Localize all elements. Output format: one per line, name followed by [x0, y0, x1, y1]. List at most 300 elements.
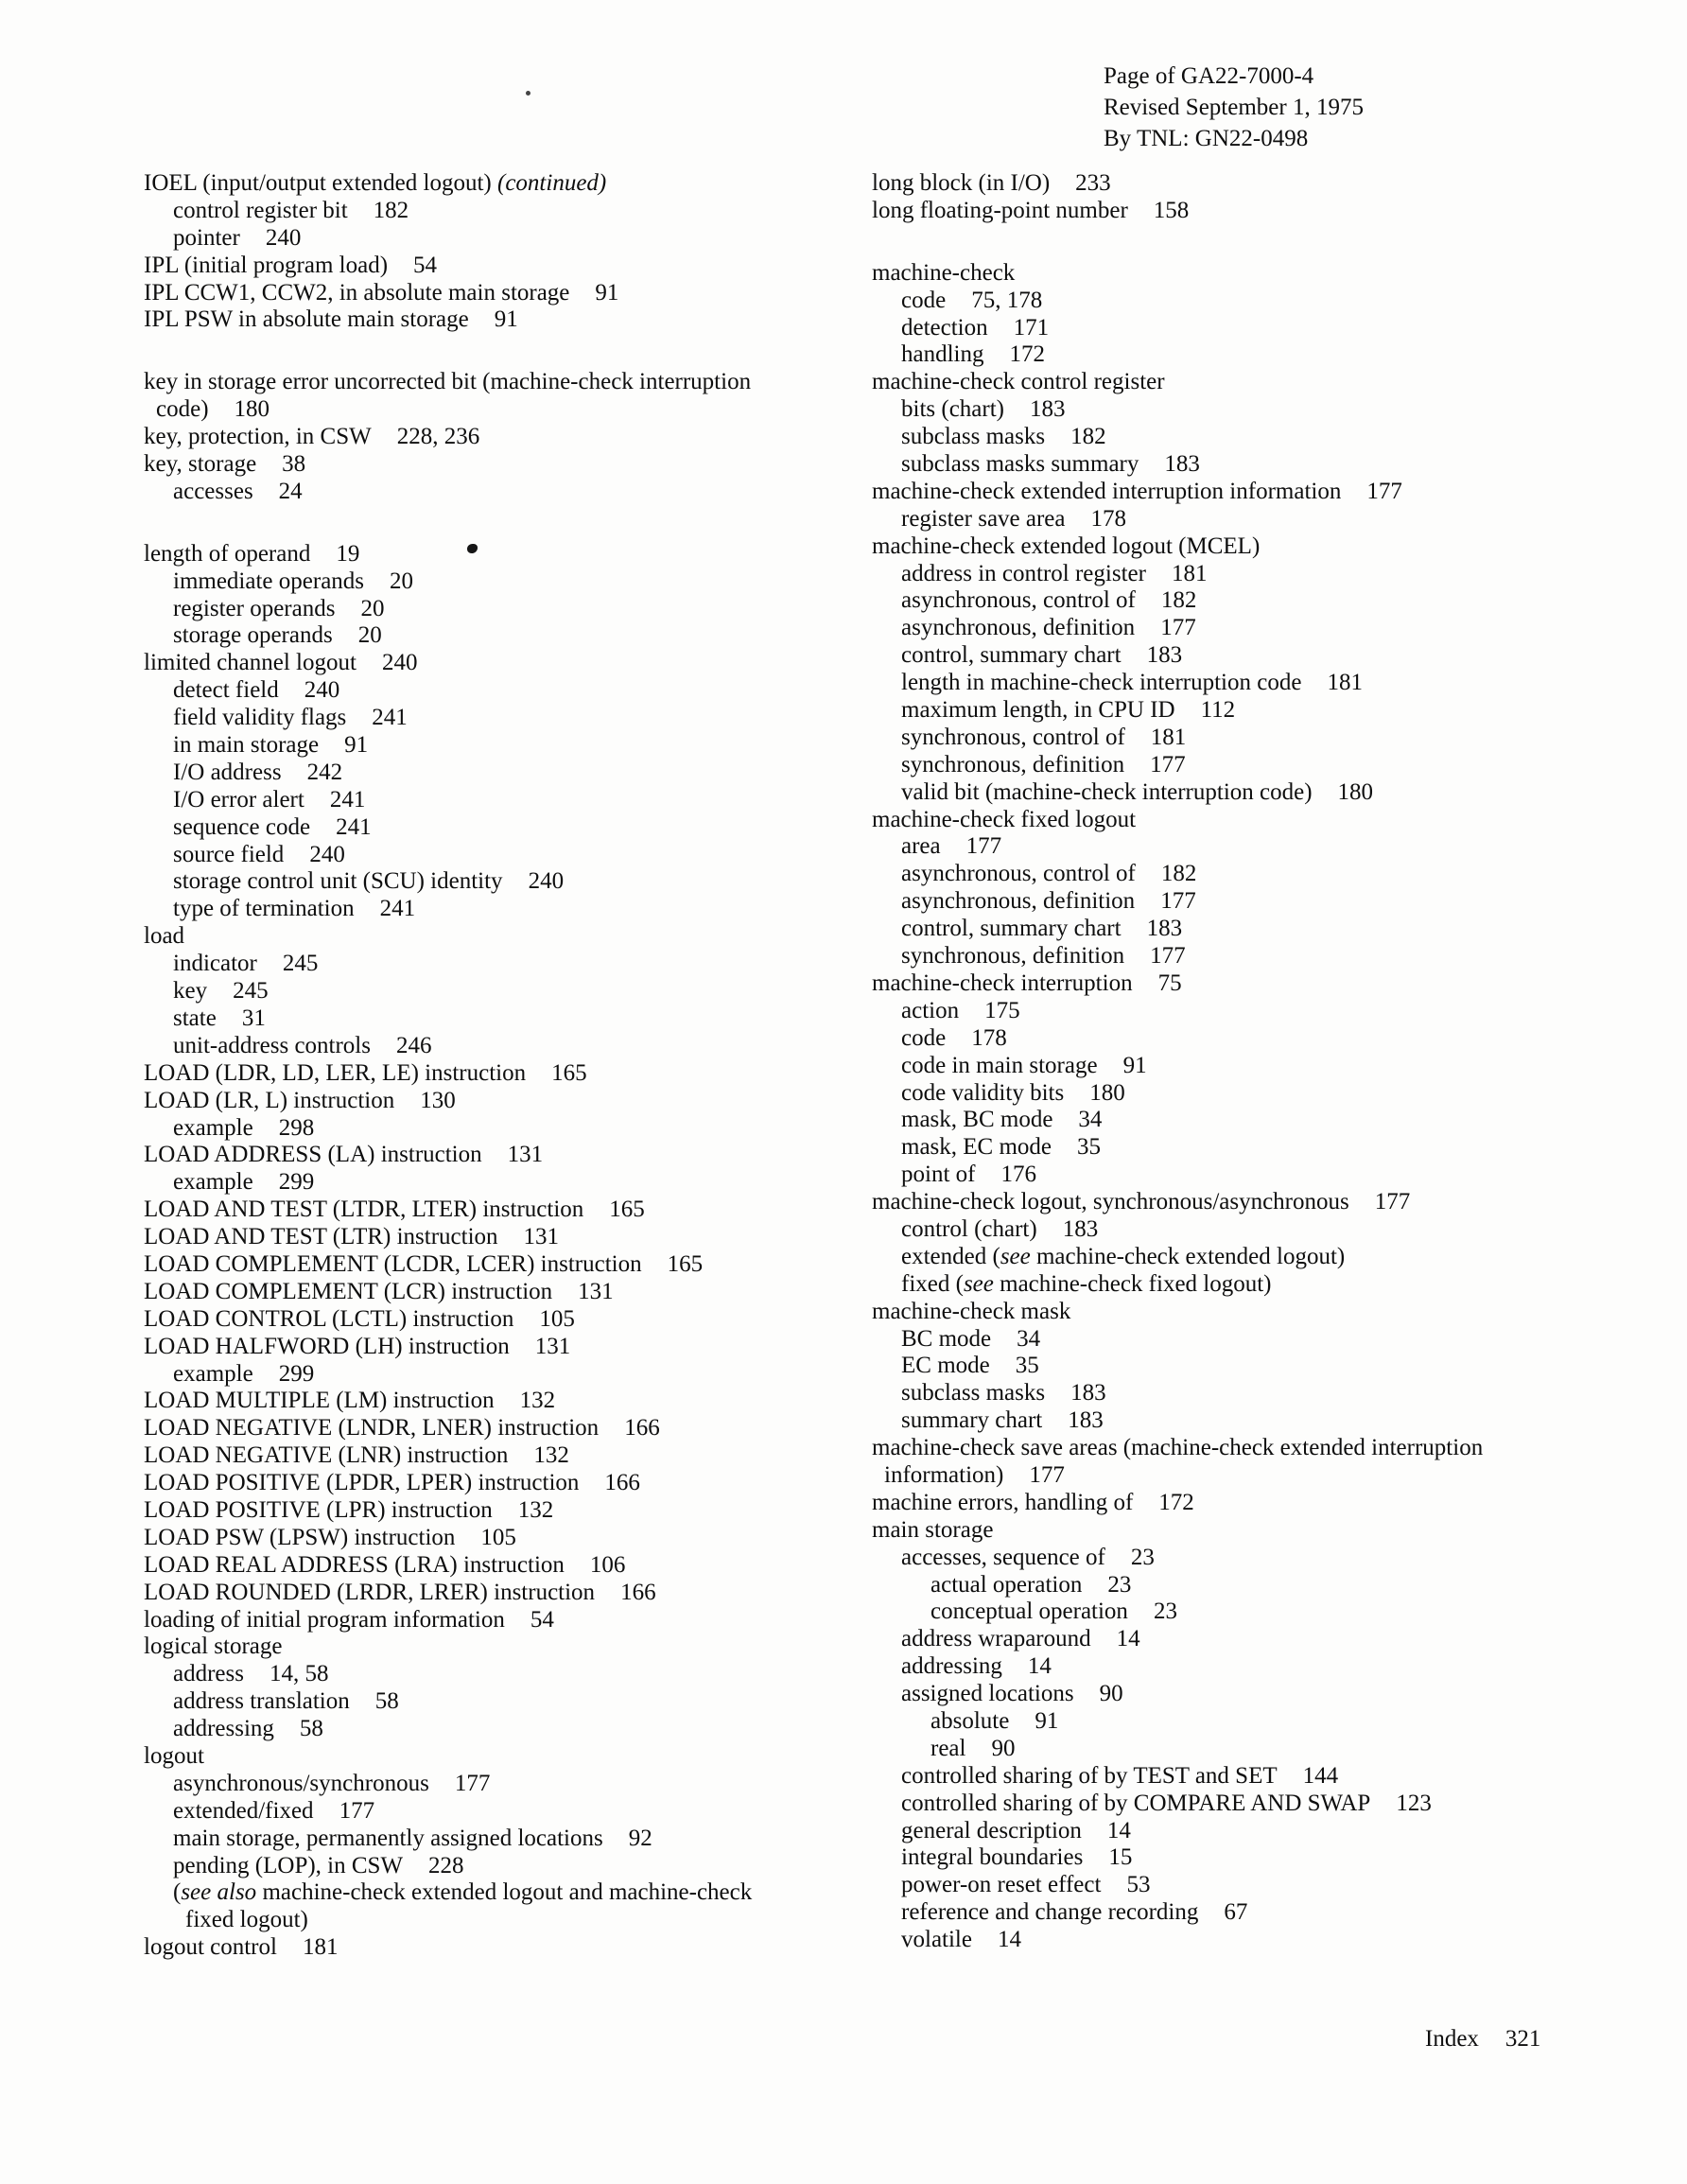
entry-text: storage operands — [173, 622, 333, 649]
entry-text: main storage — [872, 1516, 994, 1543]
index-entry — [144, 225, 900, 253]
page-number: 131 — [523, 1224, 560, 1250]
index-entry — [144, 1005, 900, 1033]
page-number: 245 — [233, 978, 269, 1005]
index-entry — [144, 1224, 900, 1251]
entry-text: area — [901, 833, 941, 860]
entry-text: state — [173, 1005, 217, 1031]
index-entry — [872, 998, 1628, 1025]
entry-text: mask, BC mode — [901, 1107, 1053, 1133]
index-entry — [144, 198, 900, 225]
entry-text: power-on reset effect — [901, 1872, 1102, 1898]
entry-text: machine-check extended logout (MCEL) — [872, 533, 1261, 559]
page-number: 105 — [480, 1524, 516, 1550]
entry-text: key, protection, in CSW — [144, 424, 372, 450]
entry-text: valid bit (machine-check interruption code) — [901, 778, 1313, 805]
page-number: 35 — [1015, 1353, 1039, 1379]
index-entry — [872, 1653, 1628, 1681]
page-number: 166 — [604, 1470, 640, 1496]
page-number: 165 — [609, 1197, 645, 1223]
footer-section-label: Index — [1425, 2026, 1479, 2052]
page-number: 183 — [1029, 396, 1066, 423]
page-number: 176 — [1000, 1162, 1036, 1188]
page-number: 20 — [357, 622, 382, 649]
entry-text: subclass masks — [901, 424, 1046, 450]
index-entry — [872, 1299, 1628, 1326]
entry-text: volatile — [901, 1927, 972, 1953]
page-number: 91 — [1035, 1707, 1059, 1734]
index-entry — [144, 1934, 900, 1962]
entry-text: key, storage — [144, 451, 257, 478]
index-entry — [144, 1798, 900, 1826]
page-number: 183 — [1070, 1380, 1106, 1406]
entry-text: LOAD AND TEST (LTDR, LTER) instruction — [144, 1197, 584, 1223]
entry-text: absolute — [930, 1707, 1010, 1734]
entry-text: logout control — [144, 1934, 277, 1961]
group-spacer — [144, 506, 900, 541]
header-revision: Revised September 1, 1975 — [1104, 95, 1364, 120]
index-entry — [872, 888, 1628, 916]
index-entry — [872, 198, 1628, 225]
entry-text: extended (see machine-check extended logout) — [901, 1243, 1346, 1269]
entry-text: actual operation — [930, 1571, 1083, 1598]
page-number: 67 — [1224, 1899, 1248, 1926]
index-entry — [144, 814, 900, 842]
page-number: 144 — [1302, 1762, 1339, 1789]
index-entry — [872, 369, 1628, 396]
page-number: 54 — [530, 1606, 554, 1633]
page-number: 158 — [1153, 197, 1190, 223]
index-entry — [144, 1580, 900, 1607]
page-number: 240 — [381, 650, 418, 676]
entry-text: machine-check — [872, 259, 1016, 286]
page-number: 171 — [1013, 314, 1050, 341]
index-entry — [144, 1169, 900, 1197]
entry-text: LOAD PSW (LPSW) instruction — [144, 1524, 456, 1550]
entry-text: reference and change recording — [901, 1899, 1199, 1926]
entry-text: accesses, sequence of — [901, 1544, 1105, 1570]
index-entry — [872, 1216, 1628, 1244]
page-number: 233 — [1075, 170, 1111, 196]
index-entry — [872, 1462, 1628, 1490]
page-number: 91 — [595, 279, 619, 306]
entry-text: accesses — [173, 478, 253, 504]
index-entry — [144, 951, 900, 978]
page-number: 178 — [971, 1024, 1007, 1051]
entry-text: synchronous, definition — [901, 943, 1125, 970]
entry-text: real — [930, 1735, 966, 1761]
entry-text: LOAD ADDRESS (LA) instruction — [144, 1142, 482, 1168]
page-number: 182 — [1160, 861, 1197, 887]
group-spacer — [872, 225, 1628, 260]
page-number: 14 — [1027, 1653, 1052, 1680]
index-entry — [872, 1517, 1628, 1545]
page-number: 181 — [1171, 560, 1208, 586]
entry-text: detect field — [173, 677, 279, 704]
index-entry — [872, 561, 1628, 588]
page-number: 14, 58 — [269, 1661, 329, 1687]
entry-text: control register bit — [173, 197, 348, 223]
index-entry — [872, 1763, 1628, 1791]
entry-text: addressing — [173, 1716, 274, 1742]
page-number: 240 — [265, 224, 302, 251]
entry-text: asynchronous, control of — [901, 587, 1136, 614]
index-entry — [144, 596, 900, 623]
entry-text: controlled sharing of by COMPARE AND SWAP — [901, 1790, 1371, 1816]
page-number: 20 — [390, 568, 414, 594]
entry-text: field validity flags — [173, 705, 347, 731]
entry-text: LOAD CONTROL (LCTL) instruction — [144, 1305, 514, 1332]
page-number: 177 — [454, 1770, 491, 1796]
group-spacer — [144, 334, 900, 369]
index-entry — [144, 424, 900, 451]
page-number: 241 — [336, 813, 372, 840]
page-number: 132 — [533, 1442, 569, 1469]
page-number: 177 — [1160, 615, 1196, 641]
entry-text: IPL (initial program load) — [144, 252, 389, 278]
page-number: 180 — [1337, 778, 1374, 805]
entry-text: EC mode — [901, 1353, 990, 1379]
page-header — [1104, 61, 1364, 154]
entry-text: subclass masks — [901, 1380, 1046, 1406]
index-entry — [144, 1142, 900, 1169]
index-entry — [144, 1634, 900, 1661]
page-number: 175 — [984, 997, 1020, 1023]
index-entry — [144, 1826, 900, 1853]
page-number: 91 — [494, 306, 518, 333]
entry-text: source field — [173, 841, 285, 867]
page-number: 23 — [1153, 1599, 1177, 1625]
index-entry — [144, 1334, 900, 1361]
index-entry — [872, 315, 1628, 342]
entry-text: LOAD MULTIPLE (LM) instruction — [144, 1388, 495, 1414]
page-number: 245 — [282, 951, 319, 977]
entry-text: control, summary chart — [901, 642, 1122, 669]
entry-text: code — [901, 287, 947, 313]
page-number: 23 — [1130, 1544, 1155, 1570]
entry-text: LOAD AND TEST (LTR) instruction — [144, 1224, 498, 1250]
entry-text: pending (LOP), in CSW — [173, 1852, 404, 1878]
index-entry — [144, 1388, 900, 1415]
index-entry — [872, 1162, 1628, 1189]
index-entry — [144, 1771, 900, 1798]
entry-text: machine-check fixed logout — [872, 806, 1137, 832]
entry-text: register operands — [173, 595, 336, 621]
index-entry — [872, 1053, 1628, 1080]
index-entry — [144, 1743, 900, 1771]
index-entry — [872, 970, 1628, 998]
index-entry — [872, 451, 1628, 479]
entry-text: synchronous, control of — [901, 724, 1125, 750]
entry-text: extended/fixed — [173, 1797, 314, 1824]
index-entry — [144, 541, 900, 568]
entry-text: asynchronous, definition — [901, 615, 1136, 641]
index-entry — [872, 670, 1628, 697]
entry-text: address wraparound — [901, 1626, 1091, 1652]
index-entry — [872, 587, 1628, 615]
entry-text: example — [173, 1360, 253, 1387]
page-number: 172 — [1009, 341, 1045, 368]
index-entry — [872, 1927, 1628, 1954]
entry-text: IOEL (input/output extended logout) (continued) — [144, 170, 607, 196]
entry-text: fixed (see machine-check fixed logout) — [901, 1270, 1272, 1297]
index-entry — [144, 396, 900, 424]
page-number: 228 — [428, 1852, 464, 1878]
index-entry — [872, 1872, 1628, 1899]
index-entry — [144, 1716, 900, 1743]
entry-text: example — [173, 1169, 253, 1196]
page-number: 177 — [1366, 478, 1402, 504]
entry-text: code — [901, 1024, 947, 1051]
page-number: 177 — [1150, 943, 1186, 970]
index-entry — [872, 506, 1628, 533]
entry-text: fixed logout) — [185, 1907, 308, 1933]
page-number: 165 — [551, 1059, 587, 1086]
entry-text: key — [173, 978, 208, 1005]
index-entry — [144, 1607, 900, 1634]
page-number: 177 — [1029, 1461, 1065, 1488]
index-entry — [144, 705, 900, 732]
index-entry — [144, 1661, 900, 1688]
entry-text: address in control register — [901, 560, 1146, 586]
entry-text: LOAD ROUNDED (LRDR, LRER) instruction — [144, 1579, 596, 1605]
page-number: 34 — [1078, 1107, 1103, 1133]
index-entry — [872, 697, 1628, 725]
entry-text: bits (chart) — [901, 396, 1004, 423]
page-number: 177 — [339, 1797, 375, 1824]
entry-text: in main storage — [173, 732, 320, 759]
index-entry — [872, 1435, 1628, 1462]
page-number: 177 — [965, 833, 1002, 860]
index-entry — [872, 1107, 1628, 1134]
page-number: 178 — [1090, 505, 1126, 532]
entry-text: point of — [901, 1162, 976, 1188]
entry-text: unit-address controls — [173, 1032, 371, 1058]
page-number: 132 — [517, 1496, 554, 1523]
header-doc-ref: Page of GA22-7000-4 — [1104, 63, 1314, 89]
page-number: 91 — [344, 732, 369, 759]
index-entry — [872, 1681, 1628, 1708]
index-entry — [144, 622, 900, 650]
entry-text: BC mode — [901, 1325, 992, 1352]
entry-text: LOAD (LDR, LD, LER, LE) instruction — [144, 1059, 527, 1086]
entry-text: long floating-point number — [872, 197, 1128, 223]
page-number: 131 — [507, 1142, 544, 1168]
entry-text: asynchronous, control of — [901, 861, 1136, 887]
entry-text: LOAD (LR, L) instruction — [144, 1087, 395, 1113]
index-entry — [872, 479, 1628, 506]
entry-text: maximum length, in CPU ID — [901, 697, 1175, 724]
index-entry — [144, 896, 900, 923]
entry-text: I/O address — [173, 759, 282, 785]
page-number: 165 — [667, 1250, 704, 1277]
index-entry — [144, 1088, 900, 1115]
page-number: 58 — [299, 1716, 323, 1742]
page-number: 90 — [1099, 1681, 1123, 1707]
index-entry — [144, 677, 900, 705]
index-entry — [144, 451, 900, 479]
index-entry — [144, 369, 900, 396]
index-entry — [144, 306, 900, 334]
page-number: 183 — [1062, 1215, 1099, 1242]
entry-text: asynchronous, definition — [901, 888, 1136, 915]
entry-text: LOAD COMPLEMENT (LCR) instruction — [144, 1278, 553, 1304]
index-entry — [872, 1407, 1628, 1435]
page-number: 131 — [578, 1278, 614, 1304]
page-number: 14 — [1106, 1817, 1131, 1843]
index-entry — [872, 1736, 1628, 1763]
index-entry — [872, 260, 1628, 288]
index-entry — [872, 288, 1628, 315]
index-entry — [144, 1306, 900, 1334]
entry-text: loading of initial program information — [144, 1606, 505, 1633]
page-number: 31 — [241, 1005, 266, 1031]
index-entry — [144, 1415, 900, 1442]
index-entry — [872, 1818, 1628, 1845]
page-number: 241 — [379, 896, 416, 922]
index-entry — [872, 1380, 1628, 1407]
index-entry — [872, 396, 1628, 424]
page-number: 299 — [278, 1360, 315, 1387]
entry-text: indicator — [173, 951, 257, 977]
page-number: 23 — [1107, 1571, 1132, 1598]
index-entry — [144, 1361, 900, 1389]
index-entry — [872, 916, 1628, 943]
page-number: 246 — [395, 1032, 432, 1058]
index-entry — [872, 1626, 1628, 1653]
index-entry — [144, 253, 900, 280]
entry-text: length in machine-check interruption code — [901, 670, 1302, 696]
page-number: 24 — [278, 478, 303, 504]
ink-speck — [526, 91, 530, 96]
entry-text: integral boundaries — [901, 1844, 1084, 1871]
page-number: 182 — [1160, 587, 1197, 614]
page-number: 240 — [304, 677, 340, 704]
entry-text: code in main storage — [901, 1052, 1098, 1078]
page-number: 177 — [1150, 751, 1186, 778]
entry-text: (see also machine-check extended logout and machine-check — [173, 1879, 753, 1906]
page-number: 132 — [519, 1388, 556, 1414]
page-number: 240 — [528, 868, 565, 895]
index-entry — [872, 1708, 1628, 1736]
index-entry — [872, 1844, 1628, 1872]
index-entry — [872, 1244, 1628, 1271]
index-entry — [872, 1025, 1628, 1053]
page-number: 90 — [991, 1735, 1016, 1761]
index-entry — [144, 1497, 900, 1525]
index-entry — [872, 1599, 1628, 1626]
index-entry — [144, 1115, 900, 1143]
index-entry — [872, 833, 1628, 861]
index-entry — [144, 732, 900, 760]
index-entry — [144, 479, 900, 506]
page-number: 20 — [360, 595, 385, 621]
entry-text: address translation — [173, 1688, 350, 1715]
entry-text: machine-check mask — [872, 1298, 1071, 1324]
entry-text: address — [173, 1661, 244, 1687]
index-entry — [872, 341, 1628, 369]
index-entry — [144, 787, 900, 814]
index-entry — [872, 615, 1628, 642]
footer-page-number: 321 — [1504, 2026, 1541, 2052]
header-tnl: By TNL: GN22-0498 — [1104, 126, 1309, 151]
entry-text: machine-check interruption — [872, 970, 1133, 996]
index-entry — [872, 861, 1628, 888]
page-number: 172 — [1158, 1489, 1194, 1515]
entry-text: machine errors, handling of — [872, 1489, 1134, 1515]
entry-text: LOAD POSITIVE (LPDR, LPER) instruction — [144, 1470, 580, 1496]
page-number: 228, 236 — [396, 424, 480, 450]
index-entry — [144, 1688, 900, 1716]
index-entry — [872, 1326, 1628, 1354]
index-entry — [144, 1033, 900, 1060]
entry-text: addressing — [901, 1653, 1002, 1680]
index-entry — [872, 807, 1628, 834]
entry-text: control, summary chart — [901, 916, 1122, 942]
index-entry — [144, 1197, 900, 1224]
entry-text: logical storage — [144, 1634, 283, 1660]
page-number: 240 — [309, 841, 345, 867]
entry-text: machine-check extended interruption information — [872, 478, 1342, 504]
index-entry — [872, 943, 1628, 970]
page-number: 75, 178 — [971, 287, 1043, 313]
index-entry — [144, 1251, 900, 1279]
entry-text: controlled sharing of by TEST and SET — [901, 1762, 1278, 1789]
page-number: 183 — [1146, 916, 1183, 942]
page-number: 35 — [1077, 1134, 1102, 1161]
page-footer — [1425, 2026, 1540, 2053]
page-number: 54 — [413, 252, 438, 278]
entry-text: LOAD NEGATIVE (LNDR, LNER) instruction — [144, 1415, 600, 1441]
entry-text: code validity bits — [901, 1079, 1065, 1106]
page-number: 38 — [282, 451, 306, 478]
page-number: 241 — [372, 705, 408, 731]
page-number: 131 — [534, 1333, 571, 1359]
index-entry — [872, 424, 1628, 451]
index-entry — [144, 170, 900, 198]
page-number: 75 — [1157, 970, 1182, 996]
page-number: 112 — [1200, 697, 1236, 724]
entry-text: key in storage error uncorrected bit (machine-check interruption — [144, 369, 752, 395]
index-column-left — [144, 170, 900, 1962]
page-number: 181 — [302, 1934, 339, 1961]
index-entry — [872, 779, 1628, 807]
page-number: 19 — [336, 540, 360, 567]
entry-text: LOAD POSITIVE (LPR) instruction — [144, 1496, 493, 1523]
page-number: 183 — [1068, 1407, 1104, 1434]
entry-text: IPL CCW1, CCW2, in absolute main storage — [144, 279, 570, 306]
entry-text: logout — [144, 1742, 204, 1769]
page-number: 15 — [1108, 1844, 1133, 1871]
index-entry — [872, 1490, 1628, 1517]
index-entry — [144, 1442, 900, 1470]
page-number: 183 — [1146, 642, 1183, 669]
index-entry — [144, 280, 900, 307]
page-number: 91 — [1122, 1052, 1147, 1078]
entry-text: LOAD COMPLEMENT (LCDR, LCER) instruction — [144, 1250, 642, 1277]
page-number: 182 — [1070, 424, 1106, 450]
entry-text: length of operand — [144, 540, 311, 567]
page-number: 242 — [306, 759, 343, 785]
index-entry — [872, 1791, 1628, 1818]
index-entry — [144, 1470, 900, 1497]
page-number: 106 — [589, 1551, 626, 1578]
page-number: 180 — [234, 396, 270, 423]
index-entry — [872, 752, 1628, 779]
page-number: 182 — [373, 197, 409, 223]
entry-text: subclass masks summary — [901, 451, 1139, 478]
index-entry — [872, 1545, 1628, 1572]
